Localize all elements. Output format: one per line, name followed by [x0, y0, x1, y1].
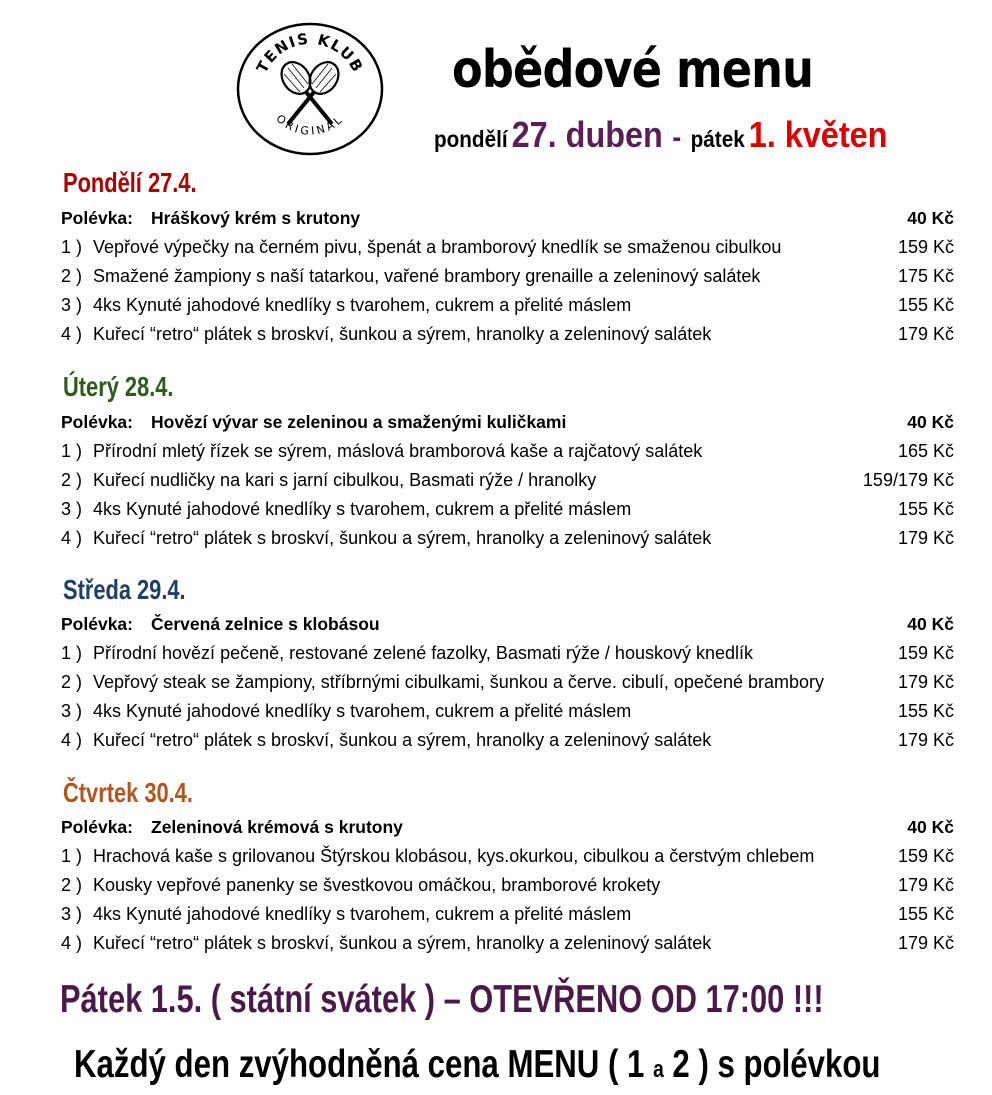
- soup-name: Červená zelnice s klobásou: [151, 614, 380, 634]
- item-price: 179 Kč: [897, 875, 954, 895]
- menu-item: [61, 726, 954, 755]
- offer-text-1: Každý den zvýhodněná cena MENU ( 1: [74, 1043, 654, 1086]
- soup-name: Zeleninová krémová s krutony: [151, 817, 403, 837]
- menu-item: [61, 929, 954, 958]
- item-number: 1 ): [61, 237, 83, 257]
- daily-menu-offer: [74, 1040, 880, 1095]
- soup-row: [61, 408, 954, 437]
- item-dish: Kuřecí “retro“ plátek s broskví, šunkou a sýrem, hranolky a zeleninový salátek: [93, 324, 712, 344]
- item-number: 4 ): [61, 528, 83, 548]
- item-number: 2 ): [61, 875, 83, 895]
- item-price: 179 Kč: [897, 672, 954, 692]
- soup-row: [61, 813, 954, 842]
- menu-item: [61, 262, 954, 291]
- item-price: 175 Kč: [897, 266, 954, 286]
- day-title: Čtvrtek 30.4.: [63, 777, 193, 808]
- menu-item: [61, 437, 954, 466]
- item-number: 4 ): [61, 324, 83, 344]
- item-price: 179 Kč: [897, 528, 954, 548]
- tenis-klub-logo: [236, 22, 384, 156]
- menu-item: [61, 233, 954, 262]
- logo-text-top: TENIS KLUB: [252, 29, 368, 76]
- item-dish: Hrachová kaše s grilovanou Štýrskou klobásou, kys.okurkou, cibulkou a čerstvým chlebem: [93, 846, 815, 866]
- item-number: 1 ): [61, 441, 83, 461]
- date-from: 27. duben: [511, 114, 663, 155]
- date-from-day: pondělí: [434, 126, 508, 152]
- item-number: 2 ): [61, 672, 83, 692]
- soup-row: [61, 610, 954, 639]
- day-title: Středa 29.4.: [63, 574, 186, 605]
- item-price: 179 Kč: [897, 324, 954, 344]
- logo-text-bottom: ORIGINAL: [273, 111, 347, 138]
- item-price: 159 Kč: [897, 846, 954, 866]
- day-title: Pondělí 27.4.: [63, 167, 197, 198]
- item-dish: Vepřový steak se žampiony, stříbrnými cibulkami, šunkou a červe. cibulí, opečené brambory: [93, 672, 824, 692]
- item-price: 159 Kč: [897, 237, 954, 257]
- item-dish: Přírodní mletý řízek se sýrem, máslová bramborová kaše a rajčatový salátek: [93, 441, 703, 461]
- item-dish: Smažené žampiony s naší tatarkou, vařené brambory grenaille a zeleninový salátek: [93, 266, 761, 286]
- item-number: 2 ): [61, 470, 83, 490]
- menu-item: [61, 639, 954, 668]
- soup-price: 40 Kč: [907, 817, 954, 837]
- date-dash: -: [672, 121, 682, 154]
- item-number: 2 ): [61, 266, 83, 286]
- menu-item: [61, 900, 954, 929]
- date-to-day: pátek: [690, 126, 745, 152]
- soup-name: Hovězí vývar se zeleninou a smaženými kuličkami: [151, 412, 567, 432]
- soup-price: 40 Kč: [907, 208, 954, 228]
- item-number: 3 ): [61, 701, 83, 721]
- item-price: 159/179 Kč: [862, 470, 954, 490]
- item-dish: Kuřecí “retro“ plátek s broskví, šunkou a sýrem, hranolky a zeleninový salátek: [93, 730, 712, 750]
- soup-label: Polévka:: [61, 208, 133, 228]
- menu-item: [61, 697, 954, 726]
- item-price: 165 Kč: [897, 441, 954, 461]
- soup-label: Polévka:: [61, 817, 133, 837]
- day-title: Úterý 28.4.: [63, 371, 174, 402]
- menu-item: [61, 842, 954, 871]
- menu-item: [61, 320, 954, 349]
- item-price: 155 Kč: [897, 499, 954, 519]
- item-price: 155 Kč: [897, 701, 954, 721]
- item-dish: Kuřecí “retro“ plátek s broskví, šunkou a sýrem, hranolky a zeleninový salátek: [93, 933, 712, 953]
- menu-item: [61, 871, 954, 900]
- item-dish: Kousky vepřové panenky se švestkovou omáčkou, bramborové krokety: [93, 875, 661, 895]
- soup-name: Hráškový krém s krutony: [151, 208, 361, 228]
- item-dish: Vepřové výpečky na černém pivu, špenát a bramborový knedlík se smaženou cibulkou: [93, 237, 782, 257]
- soup-label: Polévka:: [61, 614, 133, 634]
- item-price: 155 Kč: [897, 295, 954, 315]
- soup-label: Polévka:: [61, 412, 133, 432]
- friday-holiday-notice: Pátek 1.5. ( státní svátek ) – OTEVŘENO OD 17:00 !!!: [60, 978, 824, 1021]
- menu-item: [61, 291, 954, 320]
- date-range: [434, 114, 887, 156]
- item-dish: 4ks Kynuté jahodové knedlíky s tvarohem, cukrem a přelité máslem: [93, 295, 632, 315]
- item-dish: Kuřecí “retro“ plátek s broskví, šunkou a sýrem, hranolky a zeleninový salátek: [93, 528, 712, 548]
- item-number: 3 ): [61, 295, 83, 315]
- soup-row: [61, 204, 954, 233]
- page-title: obědové menu: [452, 40, 814, 100]
- item-number: 3 ): [61, 499, 83, 519]
- soup-price: 40 Kč: [907, 412, 954, 432]
- tennis-rackets-icon: [236, 22, 384, 156]
- item-number: 1 ): [61, 846, 83, 866]
- item-number: 4 ): [61, 933, 83, 953]
- menu-item: [61, 495, 954, 524]
- menu-item: [61, 668, 954, 697]
- item-number: 1 ): [61, 643, 83, 663]
- item-dish: 4ks Kynuté jahodové knedlíky s tvarohem, cukrem a přelité máslem: [93, 701, 632, 721]
- item-dish: 4ks Kynuté jahodové knedlíky s tvarohem, cukrem a přelité máslem: [93, 904, 632, 924]
- menu-item: [61, 524, 954, 553]
- date-to: 1. květen: [748, 114, 888, 155]
- offer-text-2: 2 ) s polévkou: [663, 1043, 881, 1086]
- item-price: 155 Kč: [897, 904, 954, 924]
- item-dish: 4ks Kynuté jahodové knedlíky s tvarohem, cukrem a přelité máslem: [93, 499, 632, 519]
- item-number: 3 ): [61, 904, 83, 924]
- item-number: 4 ): [61, 730, 83, 750]
- item-dish: Přírodní hovězí pečeně, restované zelené fazolky, Basmati rýže / houskový knedlík: [93, 643, 754, 663]
- soup-price: 40 Kč: [907, 614, 954, 634]
- item-price: 159 Kč: [897, 643, 954, 663]
- item-dish: Kuřecí nudličky na kari s jarní cibulkou, Basmati rýže / hranolky: [93, 470, 597, 490]
- menu-item: [61, 466, 954, 495]
- item-price: 179 Kč: [897, 933, 954, 953]
- offer-text-a: a: [653, 1056, 664, 1083]
- item-price: 179 Kč: [897, 730, 954, 750]
